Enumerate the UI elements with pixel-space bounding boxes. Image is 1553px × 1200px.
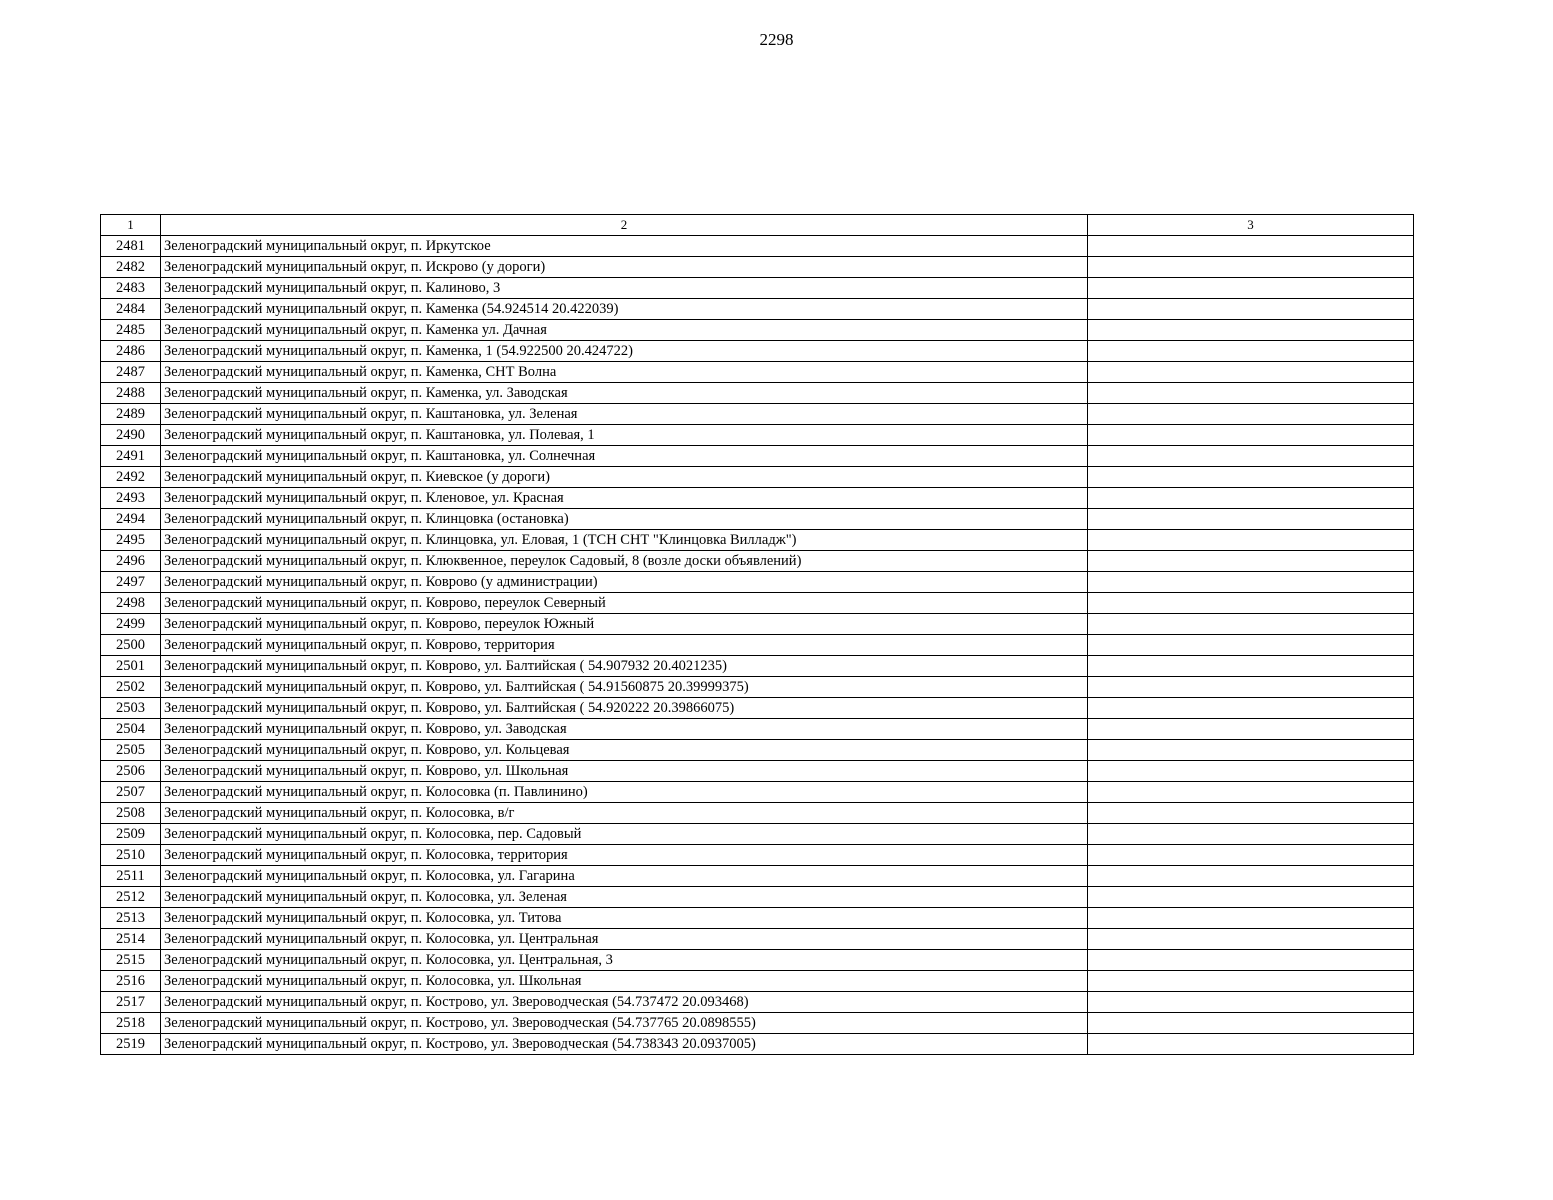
row-address: Зеленоградский муниципальный округ, п. Клинцовка (остановка) — [161, 509, 1088, 530]
table-row — [101, 278, 1414, 299]
row-address: Зеленоградский муниципальный округ, п. Колосовка, ул. Титова — [161, 908, 1088, 929]
row-number: 2510 — [101, 845, 161, 866]
row-note — [1088, 236, 1414, 257]
table-row — [101, 719, 1414, 740]
row-address: Зеленоградский муниципальный округ, п. Колосовка, территория — [161, 845, 1088, 866]
row-number: 2505 — [101, 740, 161, 761]
table-row — [101, 236, 1414, 257]
row-note — [1088, 572, 1414, 593]
row-address: Зеленоградский муниципальный округ, п. Искрово (у дороги) — [161, 257, 1088, 278]
row-note — [1088, 509, 1414, 530]
table-row — [101, 446, 1414, 467]
row-note — [1088, 488, 1414, 509]
row-address: Зеленоградский муниципальный округ, п. Каштановка, ул. Солнечная — [161, 446, 1088, 467]
table-row — [101, 467, 1414, 488]
row-address: Зеленоградский муниципальный округ, п. Киевское (у дороги) — [161, 467, 1088, 488]
row-note — [1088, 467, 1414, 488]
row-number: 2506 — [101, 761, 161, 782]
row-address: Зеленоградский муниципальный округ, п. Коврово, ул. Заводская — [161, 719, 1088, 740]
row-note — [1088, 278, 1414, 299]
row-number: 2488 — [101, 383, 161, 404]
row-address: Зеленоградский муниципальный округ, п. Колосовка, ул. Гагарина — [161, 866, 1088, 887]
table-row — [101, 530, 1414, 551]
row-note — [1088, 908, 1414, 929]
column-header-1: 1 — [101, 215, 161, 236]
row-number: 2513 — [101, 908, 161, 929]
row-note — [1088, 635, 1414, 656]
table-row — [101, 257, 1414, 278]
row-note — [1088, 887, 1414, 908]
row-note — [1088, 992, 1414, 1013]
registry-table — [100, 214, 1414, 1055]
row-note — [1088, 425, 1414, 446]
row-number: 2498 — [101, 593, 161, 614]
table-row — [101, 677, 1414, 698]
row-note — [1088, 656, 1414, 677]
table-row — [101, 866, 1414, 887]
row-address: Зеленоградский муниципальный округ, п. Колосовка, ул. Зеленая — [161, 887, 1088, 908]
row-number: 2514 — [101, 929, 161, 950]
row-number: 2481 — [101, 236, 161, 257]
row-note — [1088, 299, 1414, 320]
row-number: 2508 — [101, 803, 161, 824]
column-header-2: 2 — [161, 215, 1088, 236]
table-row — [101, 656, 1414, 677]
table-row — [101, 299, 1414, 320]
table-row — [101, 635, 1414, 656]
row-note — [1088, 866, 1414, 887]
row-number: 2486 — [101, 341, 161, 362]
table-row — [101, 824, 1414, 845]
row-number: 2512 — [101, 887, 161, 908]
row-note — [1088, 971, 1414, 992]
row-number: 2484 — [101, 299, 161, 320]
row-number: 2496 — [101, 551, 161, 572]
row-number: 2518 — [101, 1013, 161, 1034]
row-number: 2485 — [101, 320, 161, 341]
row-note — [1088, 677, 1414, 698]
row-number: 2495 — [101, 530, 161, 551]
column-header-3: 3 — [1088, 215, 1414, 236]
table-header-row — [101, 215, 1414, 236]
row-number: 2515 — [101, 950, 161, 971]
row-number: 2482 — [101, 257, 161, 278]
row-address: Зеленоградский муниципальный округ, п. Каменка, ул. Заводская — [161, 383, 1088, 404]
row-note — [1088, 1013, 1414, 1034]
row-address: Зеленоградский муниципальный округ, п. Кострово, ул. Звероводческая (54.738343 20.0937005) — [161, 1034, 1088, 1055]
row-number: 2511 — [101, 866, 161, 887]
row-note — [1088, 845, 1414, 866]
row-address: Зеленоградский муниципальный округ, п. Клинцовка, ул. Еловая, 1 (ТСН СНТ "Клинцовка Вилладж") — [161, 530, 1088, 551]
row-note — [1088, 593, 1414, 614]
row-address: Зеленоградский муниципальный округ, п. Клюквенное, переулок Садовый, 8 (возле доски объявлений) — [161, 551, 1088, 572]
row-number: 2517 — [101, 992, 161, 1013]
row-number: 2489 — [101, 404, 161, 425]
table-row — [101, 908, 1414, 929]
row-note — [1088, 257, 1414, 278]
row-address: Зеленоградский муниципальный округ, п. Каменка, 1 (54.922500 20.424722) — [161, 341, 1088, 362]
row-address: Зеленоградский муниципальный округ, п. Коврово, ул. Балтийская ( 54.920222 20.39866075) — [161, 698, 1088, 719]
row-note — [1088, 551, 1414, 572]
table-row — [101, 572, 1414, 593]
row-note — [1088, 719, 1414, 740]
table-row — [101, 593, 1414, 614]
row-number: 2497 — [101, 572, 161, 593]
row-note — [1088, 929, 1414, 950]
table-row — [101, 698, 1414, 719]
row-number: 2504 — [101, 719, 161, 740]
table-row — [101, 425, 1414, 446]
row-number: 2502 — [101, 677, 161, 698]
row-number: 2519 — [101, 1034, 161, 1055]
table-row — [101, 404, 1414, 425]
row-note — [1088, 320, 1414, 341]
row-number: 2500 — [101, 635, 161, 656]
table-row — [101, 761, 1414, 782]
row-note — [1088, 614, 1414, 635]
row-number: 2516 — [101, 971, 161, 992]
row-number: 2501 — [101, 656, 161, 677]
table-row — [101, 992, 1414, 1013]
table-row — [101, 950, 1414, 971]
row-number: 2494 — [101, 509, 161, 530]
row-address: Зеленоградский муниципальный округ, п. Коврово, ул. Школьная — [161, 761, 1088, 782]
row-address: Зеленоградский муниципальный округ, п. Иркутское — [161, 236, 1088, 257]
row-address: Зеленоградский муниципальный округ, п. Колосовка, пер. Садовый — [161, 824, 1088, 845]
table-row — [101, 383, 1414, 404]
page-number: 2298 — [759, 30, 794, 49]
table-row — [101, 740, 1414, 761]
row-address: Зеленоградский муниципальный округ, п. Каменка ул. Дачная — [161, 320, 1088, 341]
row-address: Зеленоградский муниципальный округ, п. Колосовка, ул. Школьная — [161, 971, 1088, 992]
row-note — [1088, 698, 1414, 719]
table-row — [101, 320, 1414, 341]
row-number: 2493 — [101, 488, 161, 509]
row-note — [1088, 530, 1414, 551]
row-note — [1088, 782, 1414, 803]
row-note — [1088, 740, 1414, 761]
row-address: Зеленоградский муниципальный округ, п. Коврово, ул. Балтийская ( 54.907932 20.4021235) — [161, 656, 1088, 677]
row-note — [1088, 446, 1414, 467]
row-address: Зеленоградский муниципальный округ, п. Каштановка, ул. Зеленая — [161, 404, 1088, 425]
row-address: Зеленоградский муниципальный округ, п. Коврово, ул. Балтийская ( 54.91560875 20.39999375) — [161, 677, 1088, 698]
table-row — [101, 803, 1414, 824]
row-number: 2503 — [101, 698, 161, 719]
row-address: Зеленоградский муниципальный округ, п. Каменка (54.924514 20.422039) — [161, 299, 1088, 320]
row-address: Зеленоградский муниципальный округ, п. Коврово, территория — [161, 635, 1088, 656]
table-body — [101, 236, 1414, 1055]
row-address: Зеленоградский муниципальный округ, п. Кострово, ул. Звероводческая (54.737765 20.0898555) — [161, 1013, 1088, 1034]
row-note — [1088, 1034, 1414, 1055]
table-row — [101, 929, 1414, 950]
row-number: 2492 — [101, 467, 161, 488]
row-note — [1088, 824, 1414, 845]
row-address: Зеленоградский муниципальный округ, п. Коврово (у администрации) — [161, 572, 1088, 593]
row-address: Зеленоградский муниципальный округ, п. Колосовка, в/г — [161, 803, 1088, 824]
row-note — [1088, 950, 1414, 971]
row-address: Зеленоградский муниципальный округ, п. Кленовое, ул. Красная — [161, 488, 1088, 509]
table-row — [101, 488, 1414, 509]
row-note — [1088, 761, 1414, 782]
row-address: Зеленоградский муниципальный округ, п. Коврово, ул. Кольцевая — [161, 740, 1088, 761]
row-number: 2491 — [101, 446, 161, 467]
row-address: Зеленоградский муниципальный округ, п. Калиново, 3 — [161, 278, 1088, 299]
table-row — [101, 551, 1414, 572]
row-note — [1088, 803, 1414, 824]
table-row — [101, 341, 1414, 362]
row-number: 2487 — [101, 362, 161, 383]
row-note — [1088, 383, 1414, 404]
table-row — [101, 887, 1414, 908]
row-address: Зеленоградский муниципальный округ, п. Каменка, СНТ Волна — [161, 362, 1088, 383]
row-address: Зеленоградский муниципальный округ, п. Колосовка, ул. Центральная — [161, 929, 1088, 950]
table-row — [101, 971, 1414, 992]
table-row — [101, 782, 1414, 803]
row-number: 2499 — [101, 614, 161, 635]
row-note — [1088, 362, 1414, 383]
table-row — [101, 845, 1414, 866]
row-note — [1088, 341, 1414, 362]
row-address: Зеленоградский муниципальный округ, п. Колосовка (п. Павлинино) — [161, 782, 1088, 803]
row-address: Зеленоградский муниципальный округ, п. Каштановка, ул. Полевая, 1 — [161, 425, 1088, 446]
row-address: Зеленоградский муниципальный округ, п. Коврово, переулок Северный — [161, 593, 1088, 614]
table-row — [101, 1013, 1414, 1034]
row-address: Зеленоградский муниципальный округ, п. Колосовка, ул. Центральная, 3 — [161, 950, 1088, 971]
row-number: 2509 — [101, 824, 161, 845]
row-number: 2490 — [101, 425, 161, 446]
table-row — [101, 362, 1414, 383]
row-address: Зеленоградский муниципальный округ, п. Кострово, ул. Звероводческая (54.737472 20.093468) — [161, 992, 1088, 1013]
table-row — [101, 614, 1414, 635]
row-address: Зеленоградский муниципальный округ, п. Коврово, переулок Южный — [161, 614, 1088, 635]
row-number: 2483 — [101, 278, 161, 299]
table-row — [101, 1034, 1414, 1055]
table-row — [101, 509, 1414, 530]
row-number: 2507 — [101, 782, 161, 803]
row-note — [1088, 404, 1414, 425]
